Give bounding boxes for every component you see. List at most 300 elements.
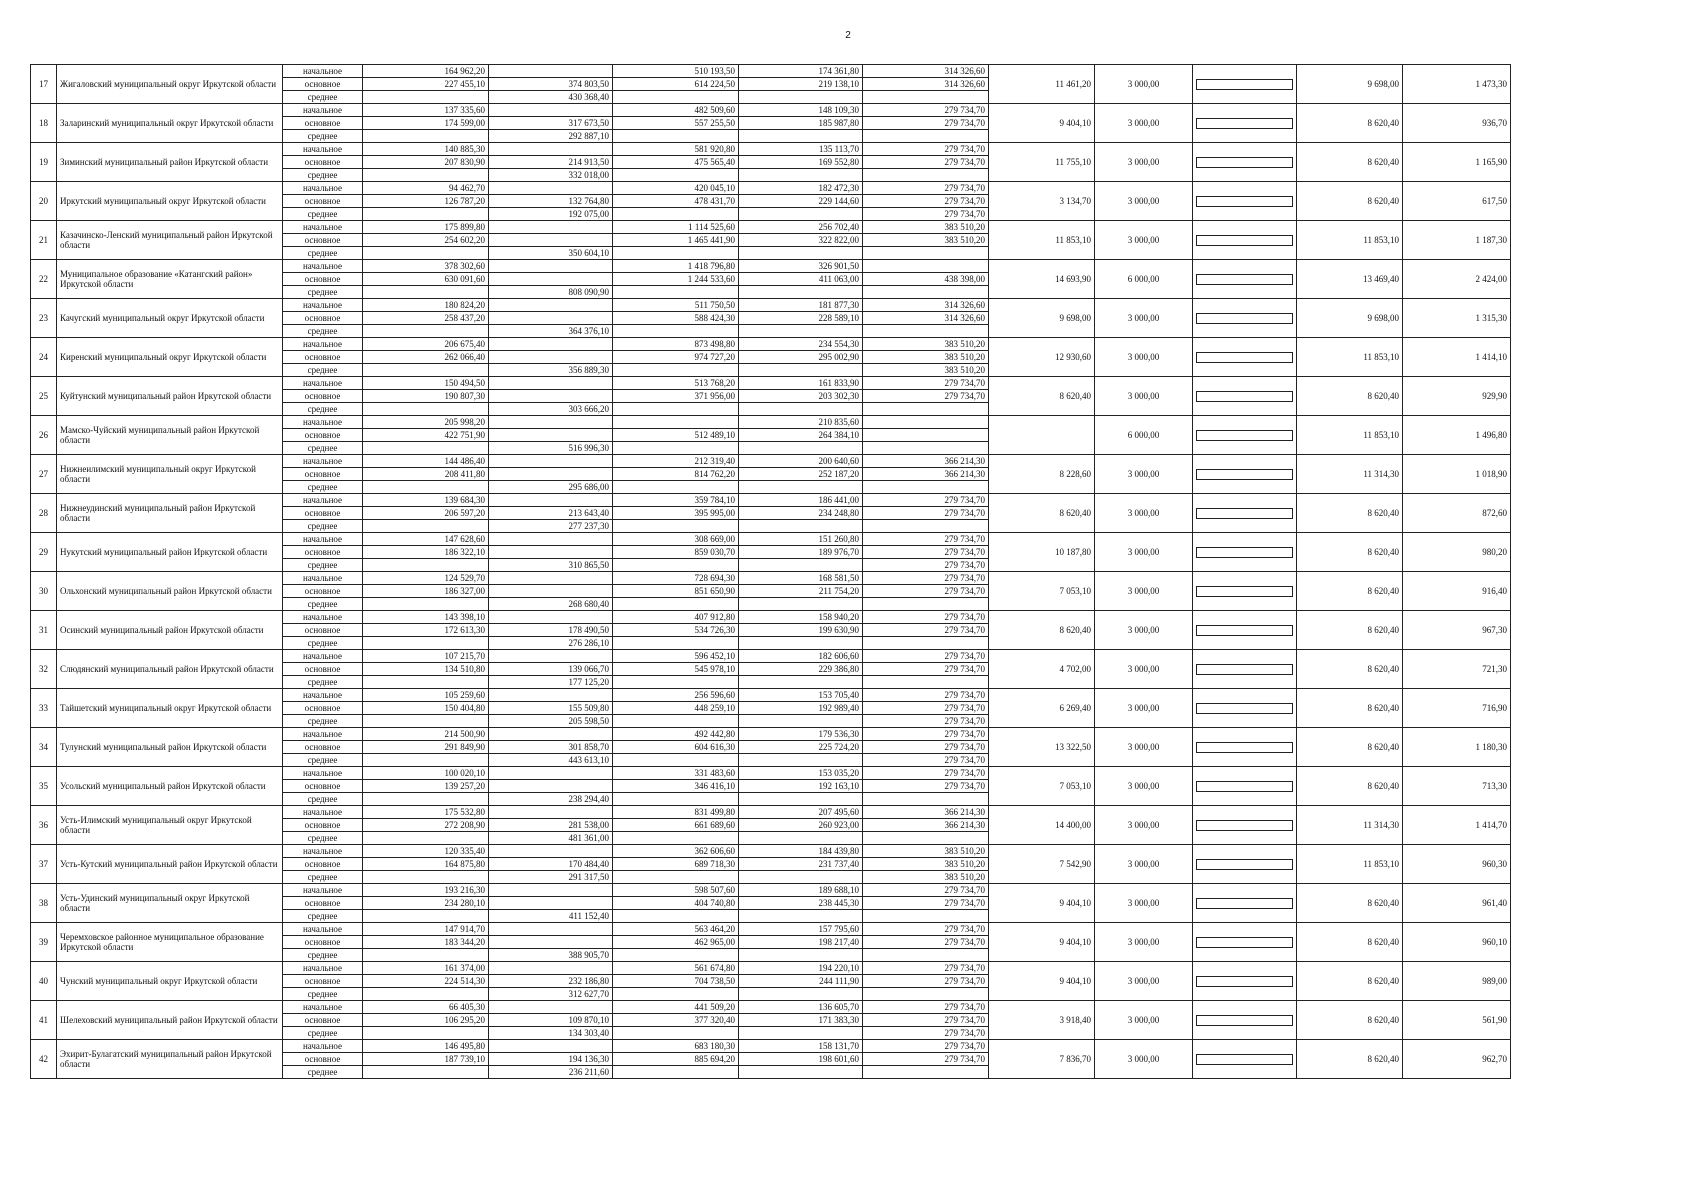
value-cell bbox=[739, 1066, 863, 1079]
value-cell: 258 437,20 bbox=[363, 312, 489, 325]
empty-cell bbox=[1193, 494, 1297, 533]
summary-value: 3 000,00 bbox=[1095, 1001, 1193, 1040]
value-cell: 158 131,70 bbox=[739, 1040, 863, 1053]
empty-cell bbox=[1193, 611, 1297, 650]
municipality-name: Черемховское районное муниципальное образование Иркутской области bbox=[57, 923, 283, 962]
value-cell: 150 404,80 bbox=[363, 702, 489, 715]
summary-value: 11 755,10 bbox=[989, 143, 1095, 182]
value-cell bbox=[739, 988, 863, 1001]
value-cell: 411 063,00 bbox=[739, 273, 863, 286]
value-cell bbox=[613, 286, 739, 299]
row-number: 29 bbox=[31, 533, 57, 572]
value-cell: 512 489,10 bbox=[613, 429, 739, 442]
empty-cell bbox=[1193, 1001, 1297, 1040]
summary-value: 8 620,40 bbox=[1297, 767, 1403, 806]
value-cell: 279 734,70 bbox=[863, 884, 989, 897]
summary-value: 7 053,10 bbox=[989, 767, 1095, 806]
value-cell: 234 554,30 bbox=[739, 338, 863, 351]
row-number: 34 bbox=[31, 728, 57, 767]
education-level: среднее bbox=[283, 130, 363, 143]
value-cell bbox=[489, 299, 613, 312]
value-cell: 238 294,40 bbox=[489, 793, 613, 806]
education-level: среднее bbox=[283, 559, 363, 572]
value-cell: 859 030,70 bbox=[613, 546, 739, 559]
value-cell: 301 858,70 bbox=[489, 741, 613, 754]
value-cell bbox=[613, 481, 739, 494]
education-level: начальное bbox=[283, 884, 363, 897]
value-cell bbox=[863, 832, 989, 845]
education-level: среднее bbox=[283, 325, 363, 338]
value-cell: 310 865,50 bbox=[489, 559, 613, 572]
summary-value: 1 496,80 bbox=[1403, 416, 1511, 455]
education-level: основное bbox=[283, 936, 363, 949]
value-cell: 212 319,40 bbox=[613, 455, 739, 468]
municipality-name: Качугский муниципальный округ Иркутской области bbox=[57, 299, 283, 338]
summary-value: 989,00 bbox=[1403, 962, 1511, 1001]
value-cell: 158 940,20 bbox=[739, 611, 863, 624]
summary-value: 1 315,30 bbox=[1403, 299, 1511, 338]
inner-box bbox=[1196, 352, 1293, 363]
inner-box bbox=[1196, 937, 1293, 948]
value-cell: 192 163,10 bbox=[739, 780, 863, 793]
value-cell: 134 510,80 bbox=[363, 663, 489, 676]
value-cell: 153 705,40 bbox=[739, 689, 863, 702]
value-cell bbox=[489, 1040, 613, 1053]
value-cell: 808 090,90 bbox=[489, 286, 613, 299]
value-cell bbox=[489, 845, 613, 858]
value-cell: 134 303,40 bbox=[489, 1027, 613, 1040]
value-cell: 279 734,70 bbox=[863, 143, 989, 156]
value-cell: 199 630,90 bbox=[739, 624, 863, 637]
education-level: начальное bbox=[283, 65, 363, 78]
value-cell: 200 640,60 bbox=[739, 455, 863, 468]
value-cell: 378 302,60 bbox=[363, 260, 489, 273]
value-cell bbox=[489, 1001, 613, 1014]
value-cell: 182 472,30 bbox=[739, 182, 863, 195]
value-cell: 139 257,20 bbox=[363, 780, 489, 793]
value-cell: 563 464,20 bbox=[613, 923, 739, 936]
education-level: основное bbox=[283, 624, 363, 637]
value-cell: 172 613,30 bbox=[363, 624, 489, 637]
value-cell: 492 442,80 bbox=[613, 728, 739, 741]
value-cell: 175 532,80 bbox=[363, 806, 489, 819]
value-cell bbox=[489, 390, 613, 403]
value-cell bbox=[363, 715, 489, 728]
education-level: среднее bbox=[283, 637, 363, 650]
value-cell bbox=[739, 598, 863, 611]
value-cell: 279 734,70 bbox=[863, 650, 989, 663]
summary-value: 716,90 bbox=[1403, 689, 1511, 728]
table-body bbox=[31, 65, 1643, 1079]
value-cell bbox=[863, 325, 989, 338]
summary-value: 1 414,70 bbox=[1403, 806, 1511, 845]
value-cell: 189 688,10 bbox=[739, 884, 863, 897]
education-level: основное bbox=[283, 1014, 363, 1027]
education-level: среднее bbox=[283, 247, 363, 260]
inner-box bbox=[1196, 313, 1293, 324]
value-cell bbox=[739, 364, 863, 377]
summary-value: 8 620,40 bbox=[1297, 884, 1403, 923]
row-number: 23 bbox=[31, 299, 57, 338]
summary-value: 1 018,90 bbox=[1403, 455, 1511, 494]
value-cell bbox=[489, 65, 613, 78]
table-row bbox=[31, 806, 1643, 819]
value-cell: 614 224,50 bbox=[613, 78, 739, 91]
value-cell bbox=[739, 949, 863, 962]
summary-value: 916,40 bbox=[1403, 572, 1511, 611]
education-level: среднее bbox=[283, 1066, 363, 1079]
row-number: 39 bbox=[31, 923, 57, 962]
value-cell: 366 214,30 bbox=[863, 806, 989, 819]
empty-cell bbox=[1193, 689, 1297, 728]
inner-box bbox=[1196, 703, 1293, 714]
education-level: начальное bbox=[283, 455, 363, 468]
summary-value: 7 542,90 bbox=[989, 845, 1095, 884]
value-cell: 346 416,10 bbox=[613, 780, 739, 793]
value-cell bbox=[739, 676, 863, 689]
value-cell: 303 666,20 bbox=[489, 403, 613, 416]
summary-value: 3 000,00 bbox=[1095, 689, 1193, 728]
value-cell bbox=[489, 546, 613, 559]
summary-value: 2 424,00 bbox=[1403, 260, 1511, 299]
value-cell: 279 734,70 bbox=[863, 507, 989, 520]
education-level: начальное bbox=[283, 104, 363, 117]
value-cell bbox=[739, 286, 863, 299]
table-row bbox=[31, 728, 1643, 741]
value-cell: 183 344,20 bbox=[363, 936, 489, 949]
value-cell: 308 669,00 bbox=[613, 533, 739, 546]
education-level: основное bbox=[283, 390, 363, 403]
value-cell: 120 335,40 bbox=[363, 845, 489, 858]
value-cell: 232 186,80 bbox=[489, 975, 613, 988]
education-level: основное bbox=[283, 156, 363, 169]
summary-value: 3 000,00 bbox=[1095, 533, 1193, 572]
value-cell: 182 606,60 bbox=[739, 650, 863, 663]
education-level: среднее bbox=[283, 481, 363, 494]
summary-value: 11 314,30 bbox=[1297, 806, 1403, 845]
summary-value: 9 404,10 bbox=[989, 104, 1095, 143]
value-cell: 126 787,20 bbox=[363, 195, 489, 208]
empty-cell bbox=[1193, 923, 1297, 962]
value-cell bbox=[613, 559, 739, 572]
value-cell bbox=[363, 988, 489, 1001]
value-cell: 144 486,40 bbox=[363, 455, 489, 468]
municipality-name: Нижнеилимский муниципальный округ Иркутской области bbox=[57, 455, 283, 494]
row-number: 38 bbox=[31, 884, 57, 923]
value-cell bbox=[363, 481, 489, 494]
value-cell bbox=[739, 559, 863, 572]
summary-value: 12 930,60 bbox=[989, 338, 1095, 377]
value-cell: 194 136,30 bbox=[489, 1053, 613, 1066]
summary-value: 6 000,00 bbox=[1095, 416, 1193, 455]
value-cell: 279 734,70 bbox=[863, 962, 989, 975]
value-cell: 276 286,10 bbox=[489, 637, 613, 650]
value-cell: 279 734,70 bbox=[863, 741, 989, 754]
empty-cell bbox=[1193, 650, 1297, 689]
summary-value: 713,30 bbox=[1403, 767, 1511, 806]
value-cell bbox=[363, 1027, 489, 1040]
table-row bbox=[31, 533, 1643, 546]
value-cell bbox=[489, 221, 613, 234]
table-row bbox=[31, 299, 1643, 312]
education-level: начальное bbox=[283, 260, 363, 273]
value-cell: 462 965,00 bbox=[613, 936, 739, 949]
inner-box bbox=[1196, 274, 1293, 285]
value-cell bbox=[489, 377, 613, 390]
education-level: среднее bbox=[283, 598, 363, 611]
value-cell bbox=[863, 130, 989, 143]
value-cell: 279 734,70 bbox=[863, 195, 989, 208]
summary-value: 3 000,00 bbox=[1095, 845, 1193, 884]
value-cell bbox=[489, 962, 613, 975]
value-cell: 482 509,60 bbox=[613, 104, 739, 117]
table-row bbox=[31, 338, 1643, 351]
value-cell: 219 138,10 bbox=[739, 78, 863, 91]
summary-value: 8 620,40 bbox=[1297, 143, 1403, 182]
value-cell: 214 500,90 bbox=[363, 728, 489, 741]
value-cell: 326 901,50 bbox=[739, 260, 863, 273]
inner-box bbox=[1196, 391, 1293, 402]
summary-value: 11 853,10 bbox=[1297, 221, 1403, 260]
value-cell: 683 180,30 bbox=[613, 1040, 739, 1053]
value-cell bbox=[863, 403, 989, 416]
summary-value: 8 620,40 bbox=[1297, 650, 1403, 689]
budget-table bbox=[30, 64, 1643, 1079]
value-cell: 873 498,80 bbox=[613, 338, 739, 351]
empty-cell bbox=[1193, 260, 1297, 299]
value-cell: 279 734,70 bbox=[863, 702, 989, 715]
summary-value: 11 853,10 bbox=[1297, 338, 1403, 377]
value-cell: 1 465 441,90 bbox=[613, 234, 739, 247]
summary-value: 8 620,40 bbox=[1297, 104, 1403, 143]
value-cell bbox=[489, 416, 613, 429]
value-cell: 174 361,80 bbox=[739, 65, 863, 78]
value-cell bbox=[363, 559, 489, 572]
summary-value: 960,10 bbox=[1403, 923, 1511, 962]
table-row bbox=[31, 377, 1643, 390]
summary-value: 561,90 bbox=[1403, 1001, 1511, 1040]
table-row bbox=[31, 143, 1643, 156]
value-cell: 143 398,10 bbox=[363, 611, 489, 624]
value-cell: 383 510,20 bbox=[863, 351, 989, 364]
value-cell bbox=[489, 182, 613, 195]
summary-value: 3 000,00 bbox=[1095, 923, 1193, 962]
value-cell: 161 374,00 bbox=[363, 962, 489, 975]
value-cell bbox=[739, 325, 863, 338]
value-cell: 511 750,50 bbox=[613, 299, 739, 312]
row-number: 26 bbox=[31, 416, 57, 455]
value-cell: 151 260,80 bbox=[739, 533, 863, 546]
value-cell: 279 734,70 bbox=[863, 572, 989, 585]
value-cell bbox=[363, 1066, 489, 1079]
value-cell: 132 764,80 bbox=[489, 195, 613, 208]
value-cell bbox=[613, 403, 739, 416]
summary-value: 11 853,10 bbox=[989, 221, 1095, 260]
value-cell: 281 538,00 bbox=[489, 819, 613, 832]
value-cell bbox=[489, 533, 613, 546]
value-cell: 279 734,70 bbox=[863, 754, 989, 767]
education-level: основное bbox=[283, 780, 363, 793]
value-cell bbox=[613, 910, 739, 923]
value-cell: 430 368,40 bbox=[489, 91, 613, 104]
summary-value: 9 698,00 bbox=[1297, 299, 1403, 338]
value-cell bbox=[489, 468, 613, 481]
summary-value: 13 322,50 bbox=[989, 728, 1095, 767]
summary-value: 936,70 bbox=[1403, 104, 1511, 143]
value-cell: 279 734,70 bbox=[863, 1014, 989, 1027]
inner-box bbox=[1196, 547, 1293, 558]
education-level: основное bbox=[283, 1053, 363, 1066]
value-cell bbox=[489, 429, 613, 442]
summary-value: 11 461,20 bbox=[989, 65, 1095, 104]
summary-value: 11 853,10 bbox=[1297, 416, 1403, 455]
value-cell: 228 589,10 bbox=[739, 312, 863, 325]
value-cell: 234 248,80 bbox=[739, 507, 863, 520]
value-cell: 234 280,10 bbox=[363, 897, 489, 910]
value-cell bbox=[363, 910, 489, 923]
value-cell: 124 529,70 bbox=[363, 572, 489, 585]
value-cell bbox=[489, 572, 613, 585]
value-cell: 704 738,50 bbox=[613, 975, 739, 988]
value-cell: 689 718,30 bbox=[613, 858, 739, 871]
value-cell: 366 214,30 bbox=[863, 468, 989, 481]
value-cell: 279 734,70 bbox=[863, 689, 989, 702]
value-cell: 292 887,10 bbox=[489, 130, 613, 143]
value-cell: 206 597,20 bbox=[363, 507, 489, 520]
value-cell: 252 187,20 bbox=[739, 468, 863, 481]
value-cell: 256 596,60 bbox=[613, 689, 739, 702]
summary-value: 3 000,00 bbox=[1095, 104, 1193, 143]
education-level: начальное bbox=[283, 377, 363, 390]
education-level: основное bbox=[283, 897, 363, 910]
education-level: основное bbox=[283, 819, 363, 832]
value-cell: 475 565,40 bbox=[613, 156, 739, 169]
value-cell: 279 734,70 bbox=[863, 1053, 989, 1066]
summary-value: 9 404,10 bbox=[989, 962, 1095, 1001]
value-cell bbox=[489, 351, 613, 364]
summary-value: 1 414,10 bbox=[1403, 338, 1511, 377]
empty-cell bbox=[1193, 221, 1297, 260]
value-cell: 190 807,30 bbox=[363, 390, 489, 403]
value-cell bbox=[363, 91, 489, 104]
value-cell: 350 604,10 bbox=[489, 247, 613, 260]
summary-value: 3 000,00 bbox=[1095, 806, 1193, 845]
value-cell: 279 734,70 bbox=[863, 624, 989, 637]
value-cell: 377 320,40 bbox=[613, 1014, 739, 1027]
value-cell: 814 762,20 bbox=[613, 468, 739, 481]
summary-value: 14 400,00 bbox=[989, 806, 1095, 845]
value-cell: 383 510,20 bbox=[863, 845, 989, 858]
value-cell bbox=[613, 754, 739, 767]
value-cell: 229 144,60 bbox=[739, 195, 863, 208]
summary-value: 1 473,30 bbox=[1403, 65, 1511, 104]
value-cell: 179 536,30 bbox=[739, 728, 863, 741]
value-cell bbox=[863, 169, 989, 182]
value-cell: 510 193,50 bbox=[613, 65, 739, 78]
summary-value: 1 187,30 bbox=[1403, 221, 1511, 260]
value-cell: 214 913,50 bbox=[489, 156, 613, 169]
row-number: 21 bbox=[31, 221, 57, 260]
row-number: 22 bbox=[31, 260, 57, 299]
empty-cell bbox=[1193, 767, 1297, 806]
table-row bbox=[31, 767, 1643, 780]
summary-value: 1 180,30 bbox=[1403, 728, 1511, 767]
inner-box bbox=[1196, 976, 1293, 987]
value-cell: 545 978,10 bbox=[613, 663, 739, 676]
table-row bbox=[31, 923, 1643, 936]
value-cell: 356 889,30 bbox=[489, 364, 613, 377]
table-row bbox=[31, 1001, 1643, 1014]
summary-value: 8 620,40 bbox=[1297, 1040, 1403, 1079]
value-cell: 224 514,30 bbox=[363, 975, 489, 988]
education-level: среднее bbox=[283, 208, 363, 221]
municipality-name: Ольхонский муниципальный район Иркутской области bbox=[57, 572, 283, 611]
value-cell bbox=[739, 481, 863, 494]
value-cell: 314 326,60 bbox=[863, 78, 989, 91]
summary-value: 8 620,40 bbox=[989, 494, 1095, 533]
value-cell: 207 830,90 bbox=[363, 156, 489, 169]
municipality-name: Тайшетский муниципальный округ Иркутской области bbox=[57, 689, 283, 728]
value-cell: 100 020,10 bbox=[363, 767, 489, 780]
value-cell bbox=[613, 832, 739, 845]
summary-value: 617,50 bbox=[1403, 182, 1511, 221]
value-cell bbox=[739, 1027, 863, 1040]
value-cell bbox=[363, 169, 489, 182]
value-cell bbox=[489, 143, 613, 156]
education-level: среднее bbox=[283, 169, 363, 182]
education-level: среднее bbox=[283, 676, 363, 689]
value-cell bbox=[739, 442, 863, 455]
empty-cell bbox=[1193, 338, 1297, 377]
value-cell: 291 849,90 bbox=[363, 741, 489, 754]
education-level: начальное bbox=[283, 845, 363, 858]
value-cell: 441 509,20 bbox=[613, 1001, 739, 1014]
row-number: 25 bbox=[31, 377, 57, 416]
value-cell: 407 912,80 bbox=[613, 611, 739, 624]
value-cell: 279 734,70 bbox=[863, 728, 989, 741]
summary-value: 961,40 bbox=[1403, 884, 1511, 923]
value-cell: 279 734,70 bbox=[863, 585, 989, 598]
value-cell bbox=[739, 520, 863, 533]
row-number: 37 bbox=[31, 845, 57, 884]
value-cell: 185 987,80 bbox=[739, 117, 863, 130]
education-level: среднее bbox=[283, 715, 363, 728]
summary-value: 3 000,00 bbox=[1095, 455, 1193, 494]
value-cell: 295 686,00 bbox=[489, 481, 613, 494]
summary-value: 8 620,40 bbox=[1297, 689, 1403, 728]
value-cell bbox=[489, 260, 613, 273]
value-cell: 210 835,60 bbox=[739, 416, 863, 429]
education-level: начальное bbox=[283, 923, 363, 936]
value-cell bbox=[363, 637, 489, 650]
empty-cell bbox=[1193, 299, 1297, 338]
value-cell: 164 875,80 bbox=[363, 858, 489, 871]
summary-value: 8 620,40 bbox=[1297, 923, 1403, 962]
education-level: основное bbox=[283, 117, 363, 130]
value-cell: 146 495,80 bbox=[363, 1040, 489, 1053]
education-level: основное bbox=[283, 585, 363, 598]
education-level: начальное bbox=[283, 611, 363, 624]
table-row bbox=[31, 494, 1643, 507]
value-cell bbox=[489, 728, 613, 741]
value-cell: 186 327,00 bbox=[363, 585, 489, 598]
value-cell: 295 002,90 bbox=[739, 351, 863, 364]
value-cell bbox=[863, 286, 989, 299]
value-cell: 588 424,30 bbox=[613, 312, 739, 325]
empty-cell bbox=[1193, 962, 1297, 1001]
value-cell: 331 483,60 bbox=[613, 767, 739, 780]
value-cell: 279 734,70 bbox=[863, 975, 989, 988]
